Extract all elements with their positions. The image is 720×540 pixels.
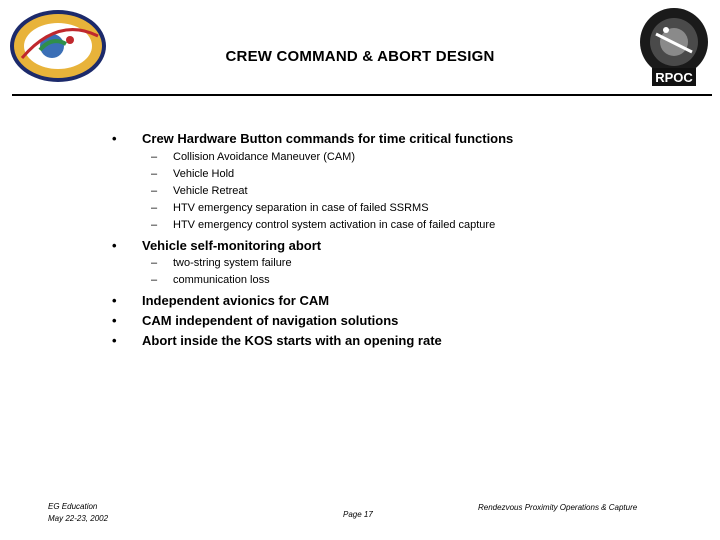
bullet-marker: • (112, 333, 117, 348)
title-divider (12, 94, 712, 96)
sub-bullet-htv-control: HTV emergency control system activation in case of failed capture (173, 219, 496, 231)
footer-topic: Rendezvous Proximity Operations & Capture (478, 503, 638, 512)
dash-marker: – (151, 274, 158, 286)
sub-bullet-cam: Collision Avoidance Maneuver (CAM) (173, 151, 355, 163)
dash-marker: – (151, 219, 158, 231)
dash-marker: – (151, 185, 158, 197)
bullet-marker: • (112, 131, 117, 146)
rpoc-logo-label: RPOC (655, 70, 693, 85)
bullet-marker: • (112, 238, 117, 253)
bullet-crew-hardware: Crew Hardware Button commands for time critical functions (142, 131, 514, 146)
dash-marker: – (151, 202, 158, 214)
rpoc-emblem-logo (638, 6, 710, 88)
dash-marker: – (151, 168, 158, 180)
footer-date: May 22-23, 2002 (48, 514, 109, 523)
dash-marker: – (151, 257, 158, 269)
dash-marker: – (151, 151, 158, 163)
mission-patch-logo (8, 6, 108, 90)
footer-event: EG Education (48, 502, 98, 511)
sub-bullet-htv-separation: HTV emergency separation in case of failed SSRMS (173, 202, 429, 214)
bullet-marker: • (112, 313, 117, 328)
page-title: CREW COMMAND & ABORT DESIGN (225, 48, 495, 65)
sub-bullet-vehicle-hold: Vehicle Hold (173, 168, 235, 180)
bullet-marker: • (112, 293, 117, 308)
bullet-cam-independent: CAM independent of navigation solutions (142, 313, 399, 328)
sub-bullet-two-string: two-string system failure (173, 257, 292, 269)
sub-bullet-vehicle-retreat: Vehicle Retreat (173, 185, 248, 197)
footer-page-number: Page 17 (343, 510, 373, 519)
bullet-self-monitoring: Vehicle self-monitoring abort (142, 238, 322, 253)
bullet-abort-kos: Abort inside the KOS starts with an opening rate (142, 333, 442, 348)
bullet-independent-avionics: Independent avionics for CAM (142, 293, 330, 308)
sub-bullet-comm-loss: communication loss (173, 274, 270, 286)
